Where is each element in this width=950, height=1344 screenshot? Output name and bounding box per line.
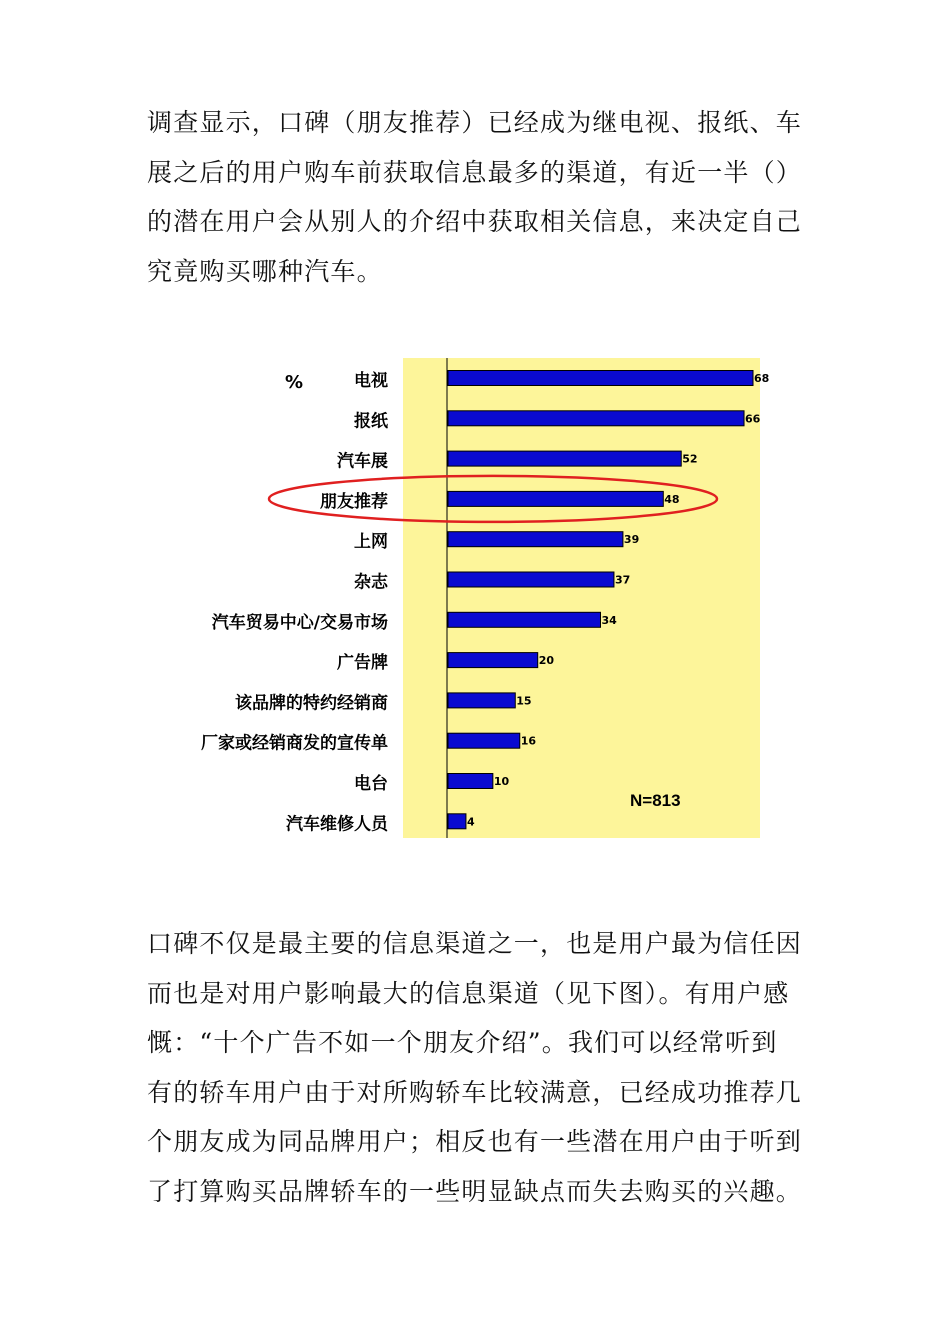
text-line: 而也是对用户影响最大的信息渠道（见下图）。有用户感: [147, 978, 790, 1008]
bar: [448, 371, 753, 386]
data-label: 16: [520, 734, 537, 748]
data-label: 20: [538, 654, 555, 668]
data-label: 34: [601, 613, 617, 627]
intro-paragraph: [147, 98, 807, 296]
bar-chart-svg: [160, 355, 770, 840]
data-label: 48: [664, 492, 680, 506]
body-paragraph: [147, 919, 807, 1216]
category-label: 朋友推荐: [320, 491, 388, 512]
category-label: 该品牌的特约经销商: [235, 693, 388, 714]
text-line: 个朋友成为同品牌用户；相反也有一些潜在用户由于听到: [147, 1127, 803, 1156]
bar: [448, 572, 614, 587]
category-label: 杂志: [354, 572, 388, 593]
text-line: 口碑不仅是最主要的信息渠道之一，也是用户最为信任因: [147, 929, 803, 958]
text-line: 究竟购买哪种汽车。: [147, 256, 383, 286]
unit-label: %: [285, 372, 304, 393]
category-label: 电视: [354, 371, 388, 391]
bar: [448, 774, 493, 789]
text-line: 的潜在用户会从别人的介绍中获取相关信息，来决定自己: [147, 207, 803, 236]
data-label: 37: [614, 573, 631, 587]
data-label: 15: [516, 694, 532, 708]
category-label: 电台: [354, 774, 388, 794]
bar: [448, 451, 681, 466]
text-line: 展之后的用户购车前获取信息最多的渠道，有近一半（）: [147, 157, 803, 187]
bar: [448, 653, 538, 668]
text-line: 调查显示，口碑（朋友推荐）已经成为继电视、报纸、车: [147, 108, 803, 137]
data-label: 68: [754, 372, 770, 385]
text-line: 慨：“十个广告不如一个朋友介绍”。我们可以经常听到: [147, 1028, 778, 1057]
data-label: 66: [745, 412, 761, 426]
data-label: 52: [682, 452, 698, 466]
text-line: 了打算购买品牌轿车的一些明显缺点而失去购买的兴趣。: [147, 1176, 803, 1206]
category-label: 汽车展: [337, 451, 388, 472]
info-channel-bar-chart: [160, 355, 770, 840]
sample-size-label: N=813: [630, 791, 681, 810]
bar: [448, 612, 601, 627]
category-label: 汽车维修人员: [286, 814, 388, 835]
text-line: 有的轿车用户由于对所购轿车比较满意，已经成功推荐几: [147, 1077, 803, 1107]
bar: [448, 491, 663, 506]
category-label: 报纸: [354, 411, 388, 432]
plot-background: [403, 358, 760, 838]
data-label: 4: [466, 815, 475, 829]
bar: [448, 733, 520, 748]
category-label: 厂家或经销商发的宣传单: [201, 733, 388, 754]
category-label: 上网: [354, 532, 388, 553]
bar: [448, 411, 744, 426]
bar: [448, 532, 623, 547]
data-label: 10: [493, 775, 510, 788]
bar: [448, 814, 466, 829]
data-label: 39: [623, 533, 640, 547]
bar: [448, 693, 515, 708]
category-label: 广告牌: [337, 653, 388, 674]
category-label: 汽车贸易中心/交易市场: [211, 612, 388, 633]
